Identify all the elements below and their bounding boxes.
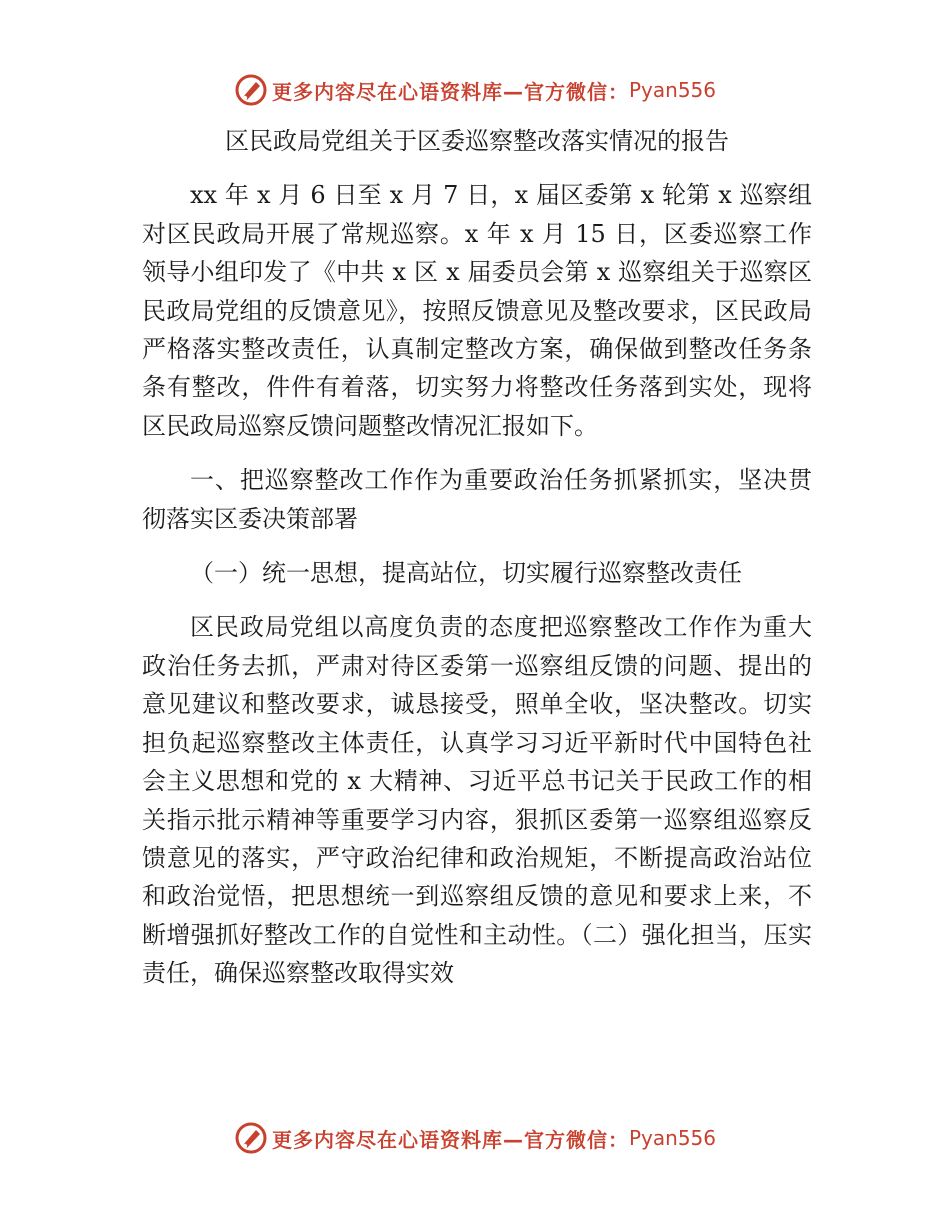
brand-logo-icon <box>234 1121 268 1155</box>
body-paragraph: 区民政局党组以高度负责的态度把巡察整改工作作为重大政治任务去抓，严肃对待区委第一巡察组反馈的问题、提出的意见建议和整改要求，诚恳接受，照单全收，坚决整改。切实担负起巡察整改主体责任，认真学习习近平新时代中国特色社会主义思想和党的 x 大精神、习近平总书记关于民政工作的相关指示批示精神等重要学习内容，狠抓区委第一巡察组巡察反馈意见的落实，严守政治纪律和政治规矩，不断提高政治站位和政治觉悟，把思想统一到巡察组反馈的意见和要求上来，不断增强抓好整改工作的自觉性和主动性。（二）强化担当，压实责任，确保巡察整改取得实效 <box>142 613 812 988</box>
subsection-heading-1: （一）统一思想，提高站位，切实履行巡察整改责任 <box>190 559 742 588</box>
document-body <box>142 122 812 1009</box>
document-title: 区民政局党组关于区委巡察整改落实情况的报告 <box>225 127 729 155</box>
header-banner <box>0 70 950 110</box>
footer-banner <box>0 1118 950 1158</box>
section-heading-1: 一、把巡察整改工作作为重要政治任务抓紧抓实，坚决贯彻落实区委决策部署 <box>142 466 812 533</box>
intro-paragraph: xx 年 x 月 6 日至 x 月 7 日，x 届区委第 x 轮第 x 巡察组对区民政局开展了常规巡察。x 年 x 月 15 日，区委巡察工作领导小组印发了《中共 x 区 x 届委员会第 x 巡察组关于巡察区民政局党组的反馈意见》，按照反馈意见及整改要求，区民政局严格落实整改责任，认真制定整改方案，确保做到整改任务条条有整改，件件有着落，切实努力将整改任务落到实处，现将区民政局巡察反馈问题整改情况汇报如下。 <box>142 181 812 440</box>
banner-text: 更多内容尽在心语资料库—官方微信： <box>271 79 629 104</box>
banner-wechat-id: Pyan556 <box>628 78 716 102</box>
banner-wechat-id: Pyan556 <box>628 1126 716 1150</box>
banner-text: 更多内容尽在心语资料库—官方微信： <box>271 1127 629 1152</box>
brand-logo-icon <box>234 73 268 107</box>
